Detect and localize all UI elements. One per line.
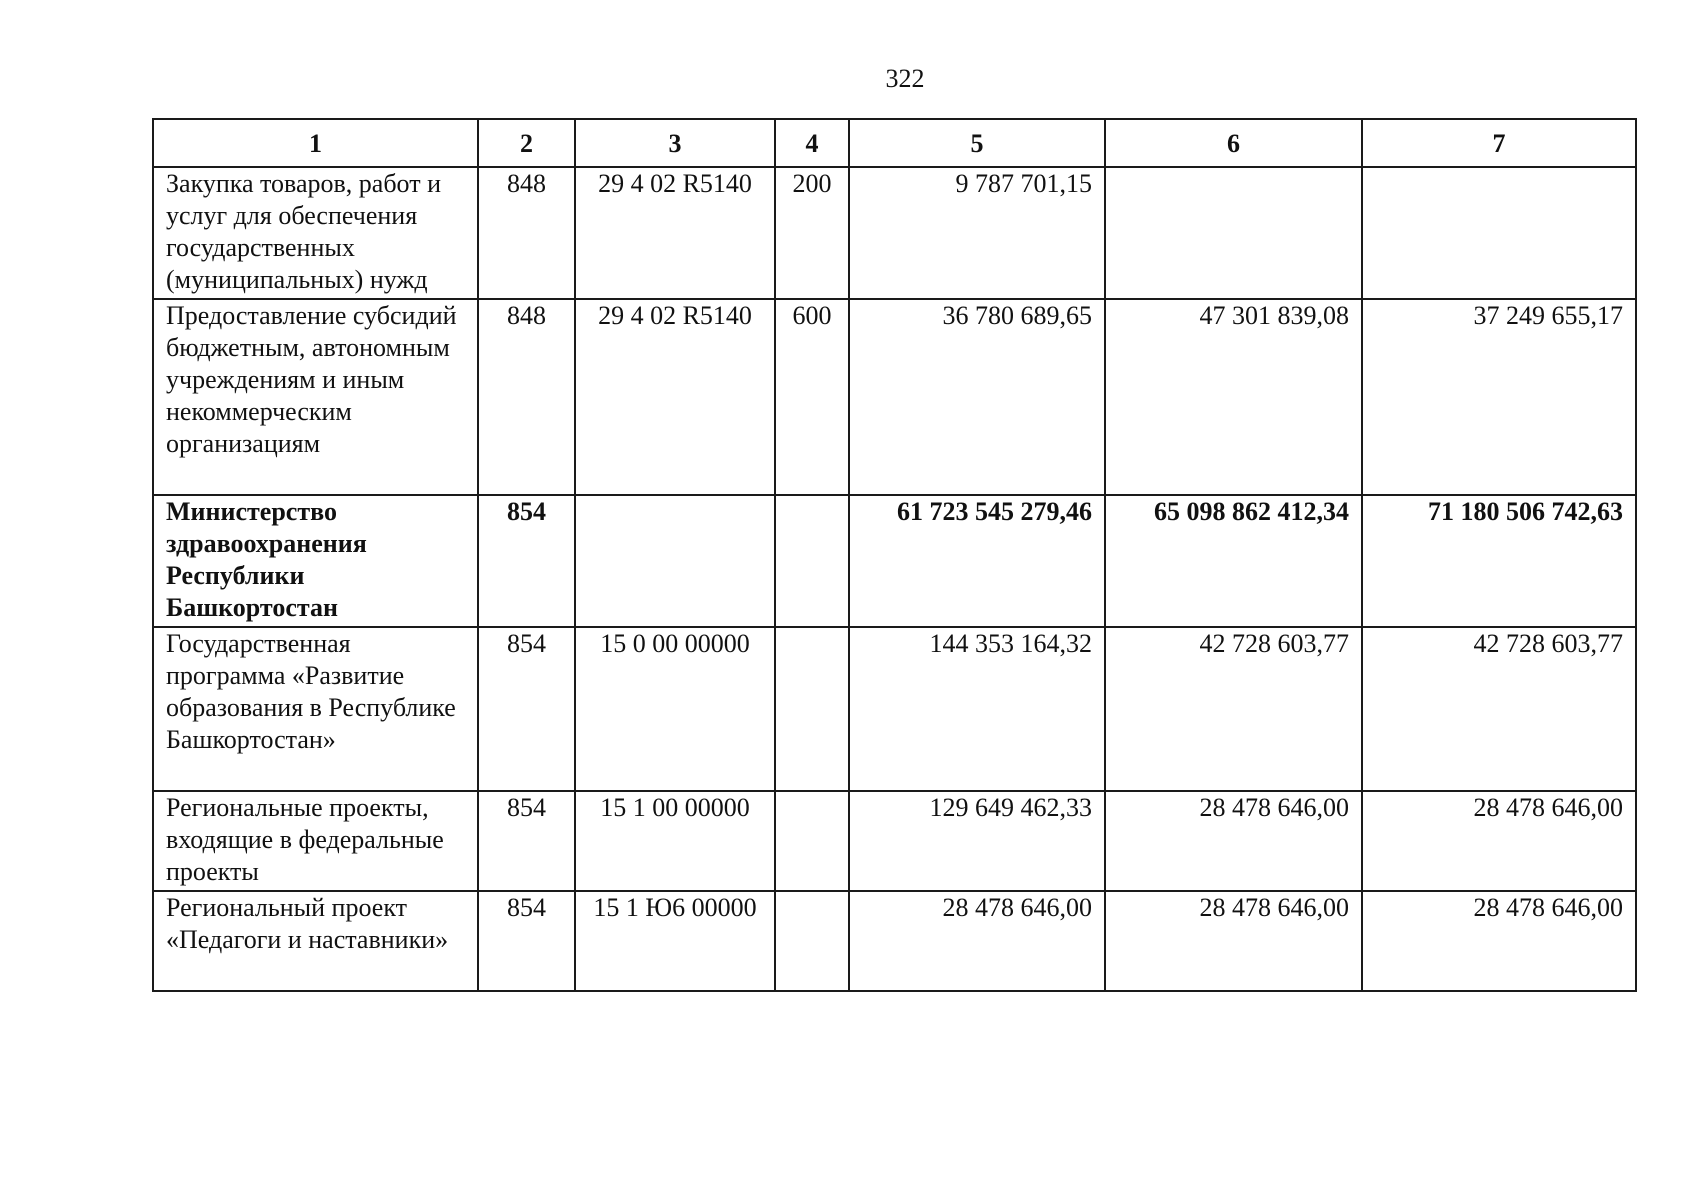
row-target-code: 15 1 Ю6 00000: [575, 891, 775, 991]
row-value-col5: 144 353 164,32: [849, 627, 1105, 791]
row-value-col7: 28 478 646,00: [1362, 791, 1636, 891]
row-ministry-code: 854: [478, 495, 575, 627]
row-value-col5: 129 649 462,33: [849, 791, 1105, 891]
row-ministry-code: 848: [478, 299, 575, 495]
header-col-7: 7: [1362, 119, 1636, 167]
table-row: [153, 627, 1636, 791]
table-row: [153, 891, 1636, 991]
row-target-code: 15 0 00 00000: [575, 627, 775, 791]
row-target-code: 15 1 00 00000: [575, 791, 775, 891]
row-name: Закупка товаров, работ и услуг для обеспечения государственных (муниципальных) нужд: [153, 167, 478, 299]
row-ministry-code: 854: [478, 791, 575, 891]
table-row: [153, 791, 1636, 891]
row-value-col7: 37 249 655,17: [1362, 299, 1636, 495]
table-row: [153, 167, 1636, 299]
row-value-col6: 28 478 646,00: [1105, 891, 1362, 991]
budget-table: [152, 118, 1637, 992]
row-value-col7: 28 478 646,00: [1362, 891, 1636, 991]
row-name: Региональные проекты, входящие в федеральные проекты: [153, 791, 478, 891]
row-value-col5: 36 780 689,65: [849, 299, 1105, 495]
row-value-col6: 28 478 646,00: [1105, 791, 1362, 891]
row-kind-code: 200: [775, 167, 849, 299]
header-col-5: 5: [849, 119, 1105, 167]
row-ministry-code: 854: [478, 891, 575, 991]
row-value-col6: [1105, 167, 1362, 299]
header-col-3: 3: [575, 119, 775, 167]
row-kind-code: [775, 495, 849, 627]
row-value-col6: 65 098 862 412,34: [1105, 495, 1362, 627]
row-value-col7: 42 728 603,77: [1362, 627, 1636, 791]
header-col-1: 1: [153, 119, 478, 167]
row-value-col7: [1362, 167, 1636, 299]
page-number: 322: [885, 64, 925, 93]
header-row: [153, 119, 1636, 167]
row-value-col7: 71 180 506 742,63: [1362, 495, 1636, 627]
row-value-col5: 28 478 646,00: [849, 891, 1105, 991]
row-target-code: 29 4 02 R5140: [575, 167, 775, 299]
row-value-col6: 42 728 603,77: [1105, 627, 1362, 791]
row-name: Региональный проект «Педагоги и наставники»: [153, 891, 478, 991]
row-kind-code: [775, 891, 849, 991]
row-target-code: 29 4 02 R5140: [575, 299, 775, 495]
row-kind-code: [775, 627, 849, 791]
header-col-6: 6: [1105, 119, 1362, 167]
row-ministry-code: 848: [478, 167, 575, 299]
row-target-code: [575, 495, 775, 627]
header-col-4: 4: [775, 119, 849, 167]
row-kind-code: [775, 791, 849, 891]
row-kind-code: 600: [775, 299, 849, 495]
row-name: Государственная программа «Развитие образования в Республике Башкортостан»: [153, 627, 478, 791]
row-name: Предоставление субсидий бюджетным, автономным учреждениям и иным некоммерческим организациям: [153, 299, 478, 495]
row-name: Министерство здравоохранения Республики Башкортостан: [153, 495, 478, 627]
row-ministry-code: 854: [478, 627, 575, 791]
header-col-2: 2: [478, 119, 575, 167]
row-value-col5: 61 723 545 279,46: [849, 495, 1105, 627]
table-row: [153, 299, 1636, 495]
table-row-ministry-total: [153, 495, 1636, 627]
row-value-col6: 47 301 839,08: [1105, 299, 1362, 495]
row-value-col5: 9 787 701,15: [849, 167, 1105, 299]
